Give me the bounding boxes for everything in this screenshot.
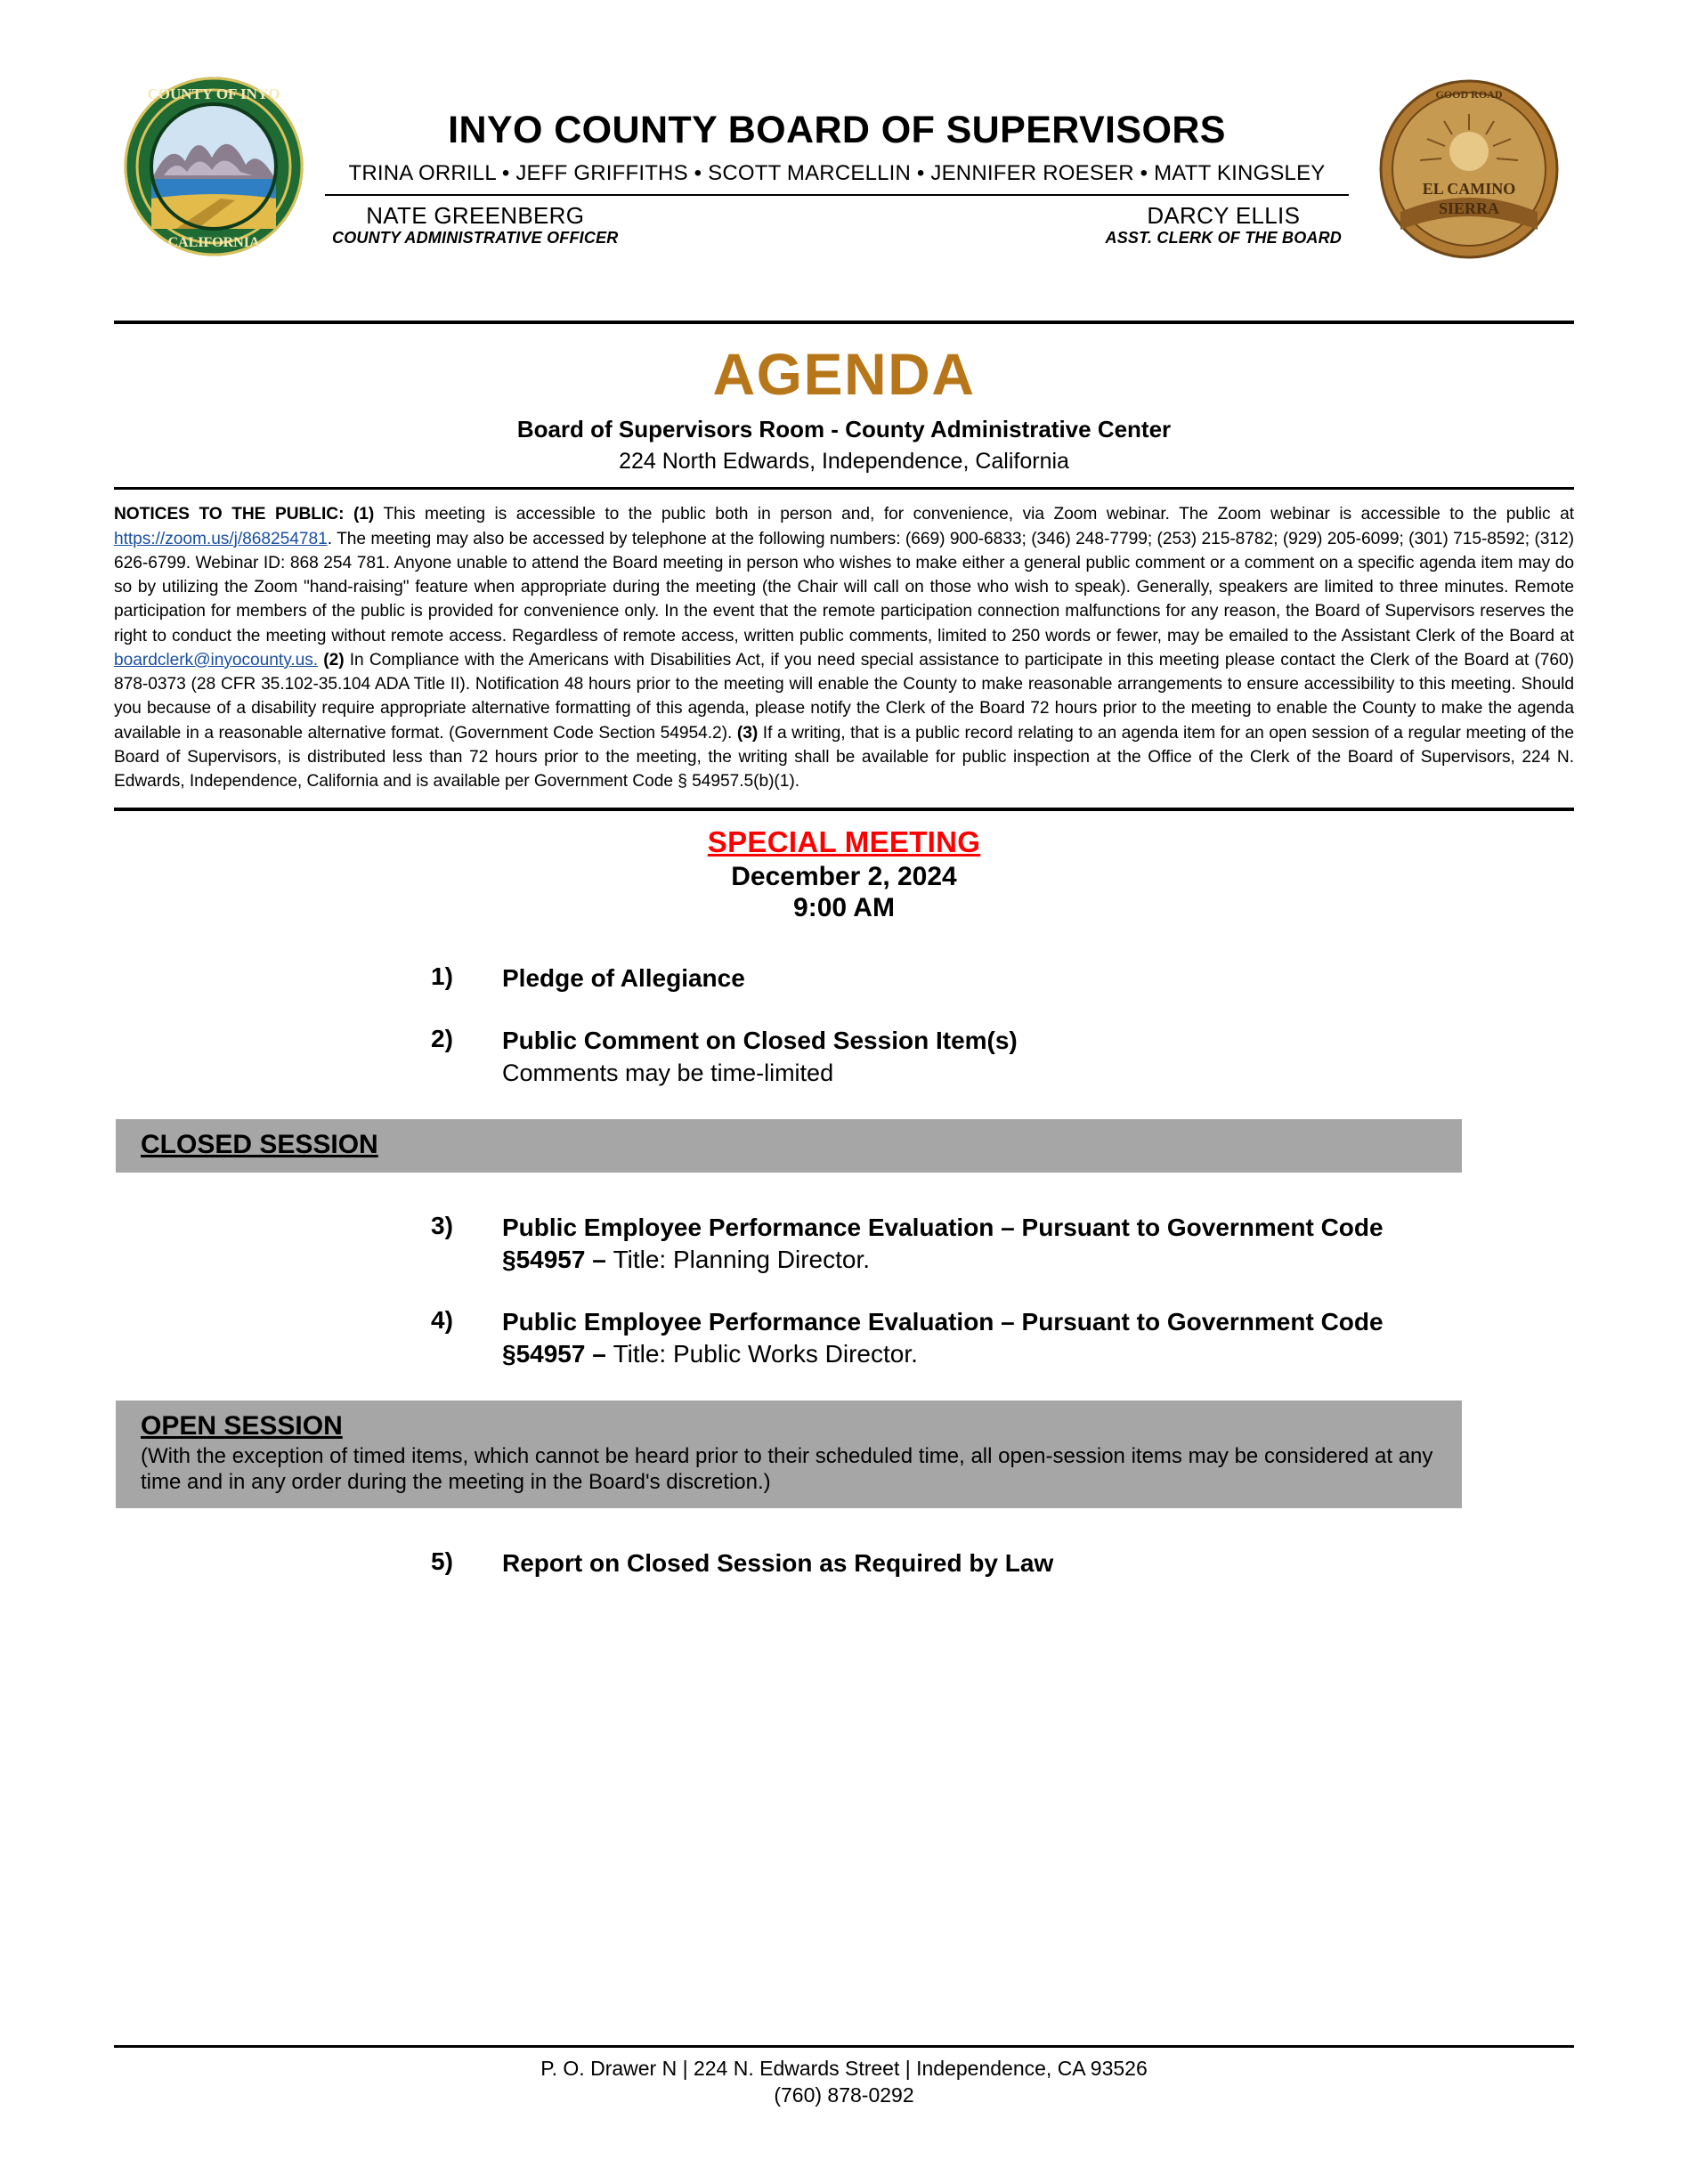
officer-cao — [332, 203, 618, 247]
item-number: 1) — [431, 962, 453, 991]
open-session-bar — [116, 1401, 1462, 1508]
org-title: INYO COUNTY BOARD OF SUPERVISORS — [448, 109, 1226, 151]
officer-clerk — [1106, 203, 1342, 247]
agenda-item-2 — [114, 1025, 1574, 1089]
notices-label: NOTICES TO THE PUBLIC: — [114, 505, 345, 524]
svg-text:SIERRA: SIERRA — [1438, 199, 1500, 217]
agenda-items-open-session — [114, 1547, 1574, 1579]
svg-text:COUNTY OF INYO: COUNTY OF INYO — [147, 85, 280, 102]
item-body — [502, 1306, 1574, 1370]
county-of-inyo-california-seal — [123, 76, 305, 258]
item-title: Public Comment on Closed Session Item(s) — [502, 1027, 1018, 1055]
notices-bottom-rule — [114, 808, 1574, 811]
notices-to-the-public — [114, 502, 1574, 793]
item-number: 4) — [431, 1306, 453, 1335]
officers-row — [325, 203, 1349, 247]
meeting-date: December 2, 2024 — [731, 862, 957, 892]
svg-text:EL CAMINO: EL CAMINO — [1422, 180, 1516, 198]
zoom-webinar-link[interactable]: https://zoom.us/j/868254781 — [114, 529, 328, 548]
board-clerk-email-link[interactable]: boardclerk@inyocounty.us. — [114, 650, 319, 670]
item-title — [502, 1306, 1467, 1370]
agenda-item-5 — [114, 1547, 1574, 1579]
svg-text:CALIFORNIA: CALIFORNIA — [167, 235, 260, 250]
notice-1-marker: (1) — [353, 505, 375, 524]
page-title: AGENDA — [712, 341, 976, 407]
item-title-bold: Public Employee Performance Evaluation – Pursuant to Government Code §54957 – — [502, 1214, 1384, 1274]
closed-session-bar — [116, 1119, 1462, 1173]
footer-address: P. O. Drawer N | 224 N. Edwards Street | Independence, CA 93526 — [540, 2057, 1148, 2080]
item-title-regular: Title: Planning Director. — [613, 1246, 870, 1274]
agenda-item-3 — [114, 1212, 1574, 1276]
footer-rule — [114, 2045, 1574, 2048]
officer-role: COUNTY ADMINISTRATIVE OFFICER — [332, 229, 619, 248]
location-line-1: Board of Supervisors Room - County Administrative Center — [516, 416, 1172, 443]
agenda-item-1 — [114, 962, 1574, 995]
board-members-list: TRINA ORRILL • JEFF GRIFFITHS • SCOTT MARCELLIN • JENNIFER ROESER • MATT KINGSLEY — [348, 161, 1326, 185]
item-title: Report on Closed Session as Required by Law — [502, 1548, 1054, 1577]
item-title-bold: Public Employee Performance Evaluation – Pursuant to Government Code §54957 – — [502, 1308, 1384, 1368]
header-bottom-rule — [114, 321, 1574, 324]
item-body — [502, 1212, 1574, 1276]
open-session-note: (With the exception of timed items, which cannot be heard prior to their scheduled time, all open-session items may be considered at any time and in any order during the meeting in the Board's discretion.) — [141, 1444, 1433, 1495]
agenda-items-top — [114, 962, 1574, 1088]
notice-3-text: If a writing, that is a public record relating to an agenda item for an open session of a regular meeting of the Board of Supervisors, is distributed less than 72 hours prior to the meeting, the writing shall be available for public inspection at the Office of the Clerk of the Board of Supervisors, 224 N. Edwards, Independence, California and is available per Government Code § 54957.5(b)(1). — [114, 723, 1574, 792]
item-title: Pledge of Allegiance — [502, 964, 745, 993]
notice-3-marker: (3) — [736, 723, 759, 743]
svg-text:GOOD ROAD: GOOD ROAD — [1435, 88, 1503, 101]
item-title — [502, 1212, 1467, 1276]
agenda-items-closed-session — [114, 1212, 1574, 1369]
notice-2-text: In Compliance with the Americans with Disabilities Act, if you need special assistance to participate in this meeting please contact the Clerk of the Board at (760) 878-0373 (28 CFR 35.102-35.104 ADA Title II). Notification 48 hours prior to the meeting will enable the County to make reasonable arrangements to ensure accessibility to this meeting. Should you because of a disability require appropriate alternative formatting of this agenda, please notify the Clerk of the Board 72 hours prior to the meeting to enable the County to make the agenda available in a reasonable alternative format. (Government Code Section 54954.2). — [114, 650, 1574, 743]
document-footer — [114, 2045, 1574, 2107]
item-number: 3) — [431, 1212, 453, 1240]
header-divider — [325, 194, 1349, 196]
special-meeting-heading: SPECIAL MEETING — [707, 825, 981, 859]
document-header — [114, 53, 1574, 321]
title-bottom-rule — [114, 487, 1574, 490]
item-body — [502, 962, 1574, 995]
officer-name: DARCY ELLIS — [1147, 202, 1301, 229]
header-text-block — [305, 53, 1365, 247]
footer-phone: (760) 878-0292 — [774, 2083, 914, 2107]
notice-2-marker: (2) — [323, 650, 345, 670]
item-title-regular: Title: Public Works Director. — [613, 1339, 918, 1368]
item-number: 2) — [431, 1025, 453, 1053]
notice-1-text-b: . The meeting may also be accessed by telephone at the following numbers: (669) 900-6833; (346) 248-7799; (253) 215-8782; (929) 205-6099; (301) 715-8592; (312) 626-6799. Webinar ID: 868 254 781. Anyone unable to attend the Board meeting in person who wishes to make either a general public comment or a comment on a specific agenda item may do so by utilizing the Zoom "hand-raising" feature when appropriate during the meeting (the Chair will call on those who wish to speak). Generally, speakers are limited to three minutes. Remote participation for members of the public is provided for convenience only. In the event that the remote participation connection malfunctions for any reason, the Board of Supervisors reserves the right to conduct the meeting without remote access. Regardless of remote access, written public comments, limited to 250 words or fewer, may be emailed to the Assistant Clerk of the Board at — [114, 529, 1574, 645]
item-number: 5) — [431, 1547, 453, 1575]
meeting-time: 9:00 AM — [793, 893, 895, 923]
officer-role: ASST. CLERK OF THE BOARD — [1105, 229, 1342, 248]
officer-name: NATE GREENBERG — [366, 202, 585, 229]
notice-1-text-a: This meeting is accessible to the public both in person and, for convenience, via Zoom webinar. The Zoom webinar is accessible to the public at — [374, 505, 1574, 524]
item-body — [502, 1547, 1574, 1579]
closed-session-heading: CLOSED SESSION — [141, 1129, 378, 1159]
item-body — [502, 1025, 1574, 1089]
open-session-heading: OPEN SESSION — [141, 1410, 343, 1441]
item-subtitle: Comments may be time-limited — [502, 1060, 834, 1087]
special-meeting-block — [114, 825, 1574, 923]
el-camino-sierra-good-road-seal — [1365, 78, 1574, 261]
location-line-2: 224 North Edwards, Independence, California — [619, 449, 1069, 475]
agenda-item-4 — [114, 1306, 1574, 1370]
